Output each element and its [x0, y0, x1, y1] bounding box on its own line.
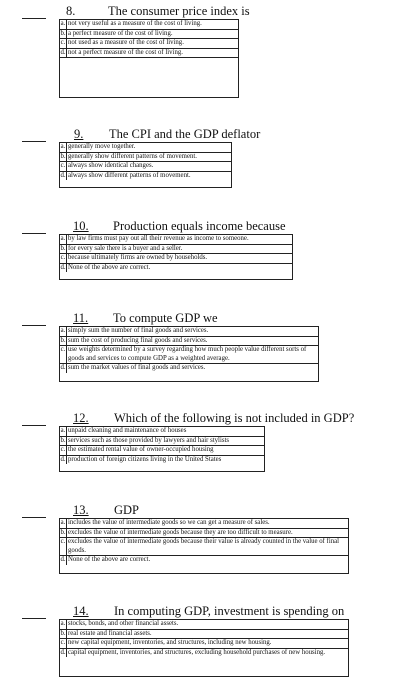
question-header: [61, 411, 354, 425]
option-d[interactable]: d. not a perfect measure of the cost of living.: [60, 49, 238, 59]
question-text: Which of the following is not included in GDP?: [114, 411, 355, 425]
question-header: [61, 503, 139, 517]
question-text: In computing GDP, investment is spending on: [114, 604, 345, 618]
question-number: 9.: [74, 127, 84, 141]
option-c[interactable]: c. excludes the value of intermediate goods because their value is already counted in the value of final goods.: [60, 538, 348, 556]
question-number: 12.: [73, 411, 89, 425]
option-b[interactable]: b. sum the cost of producing final goods and services.: [60, 337, 318, 347]
question-number: 14.: [73, 604, 89, 618]
answer-blank[interactable]: [22, 517, 46, 518]
question-text: The CPI and the GDP deflator: [109, 127, 261, 141]
answer-blank[interactable]: [22, 425, 46, 426]
question-text: GDP: [114, 503, 140, 517]
option-d[interactable]: d. None of the above are correct.: [60, 556, 151, 564]
question-number: 10.: [73, 219, 89, 233]
options-box: [59, 426, 265, 472]
question-number: 11.: [73, 311, 89, 325]
answer-blank[interactable]: [22, 141, 46, 142]
option-d[interactable]: d. sum the market values of final goods and services.: [60, 364, 206, 372]
option-a[interactable]: a. includes the value of intermediate goods so we can get a measure of sales.: [60, 519, 348, 529]
question-header: [61, 219, 286, 233]
answer-blank[interactable]: [22, 233, 46, 234]
option-b[interactable]: b. for every sale there is a buyer and a seller.: [60, 245, 292, 255]
answer-blank[interactable]: [22, 18, 46, 19]
option-c[interactable]: c. not used as a measure of the cost of living.: [60, 39, 238, 49]
option-d[interactable]: d. capital equipment, inventories, and structures, excluding household purchases of new housing.: [60, 648, 326, 656]
option-b[interactable]: b. real estate and financial assets.: [60, 630, 348, 640]
options-box: [59, 518, 349, 574]
option-b[interactable]: b. excludes the value of intermediate goods because they are too difficult to measure.: [60, 529, 348, 539]
options-box: [59, 619, 349, 677]
options-box: [59, 234, 293, 280]
question-header: [62, 4, 250, 18]
option-b[interactable]: b. a perfect measure of the cost of living.: [60, 30, 238, 40]
option-c[interactable]: c. always show identical changes.: [60, 162, 231, 172]
option-c[interactable]: c. use weights determined by a survey regarding how much people value different sorts of goods and services to compute GDP as a weighted average.: [60, 346, 318, 364]
answer-blank[interactable]: [22, 618, 46, 619]
question-number: 8.: [66, 4, 76, 18]
option-a[interactable]: a. stocks, bonds, and other financial assets.: [60, 620, 348, 630]
option-d[interactable]: d. None of the above are correct.: [60, 263, 151, 271]
option-a[interactable]: a. unpaid cleaning and maintenance of houses: [60, 427, 264, 437]
option-a[interactable]: a. not very useful as a measure of the cost of living.: [60, 20, 238, 30]
option-d[interactable]: d. always show different patterns of movement.: [60, 171, 191, 179]
option-a[interactable]: a. by law firms must pay out all their revenue as income to someone.: [60, 235, 292, 245]
question-header: [61, 311, 218, 325]
question-number: 13.: [73, 503, 89, 517]
option-d[interactable]: d. production of foreign citizens living in the United States: [60, 455, 222, 463]
question-header: [61, 604, 344, 618]
option-c[interactable]: c. because ultimately firms are owned by households.: [60, 254, 292, 264]
option-c[interactable]: c. the estimated rental value of owner-occupied housing: [60, 446, 264, 456]
options-box: [59, 142, 232, 188]
question-text: Production equals income because: [113, 219, 286, 233]
answer-blank[interactable]: [22, 325, 46, 326]
option-c[interactable]: c. new capital equipment, inventories, and structures, including new housing.: [60, 639, 348, 649]
option-b[interactable]: b. generally show different patterns of movement.: [60, 153, 231, 163]
options-box: [59, 19, 239, 98]
option-a[interactable]: a. generally move together.: [60, 143, 231, 153]
question-header: [61, 127, 260, 141]
question-text: The consumer price index is: [108, 4, 250, 18]
options-box: [59, 326, 319, 382]
option-a[interactable]: a. simply sum the number of final goods and services.: [60, 327, 318, 337]
option-b[interactable]: b. services such as those provided by lawyers and hair stylists: [60, 437, 264, 447]
question-text: To compute GDP we: [113, 311, 218, 325]
